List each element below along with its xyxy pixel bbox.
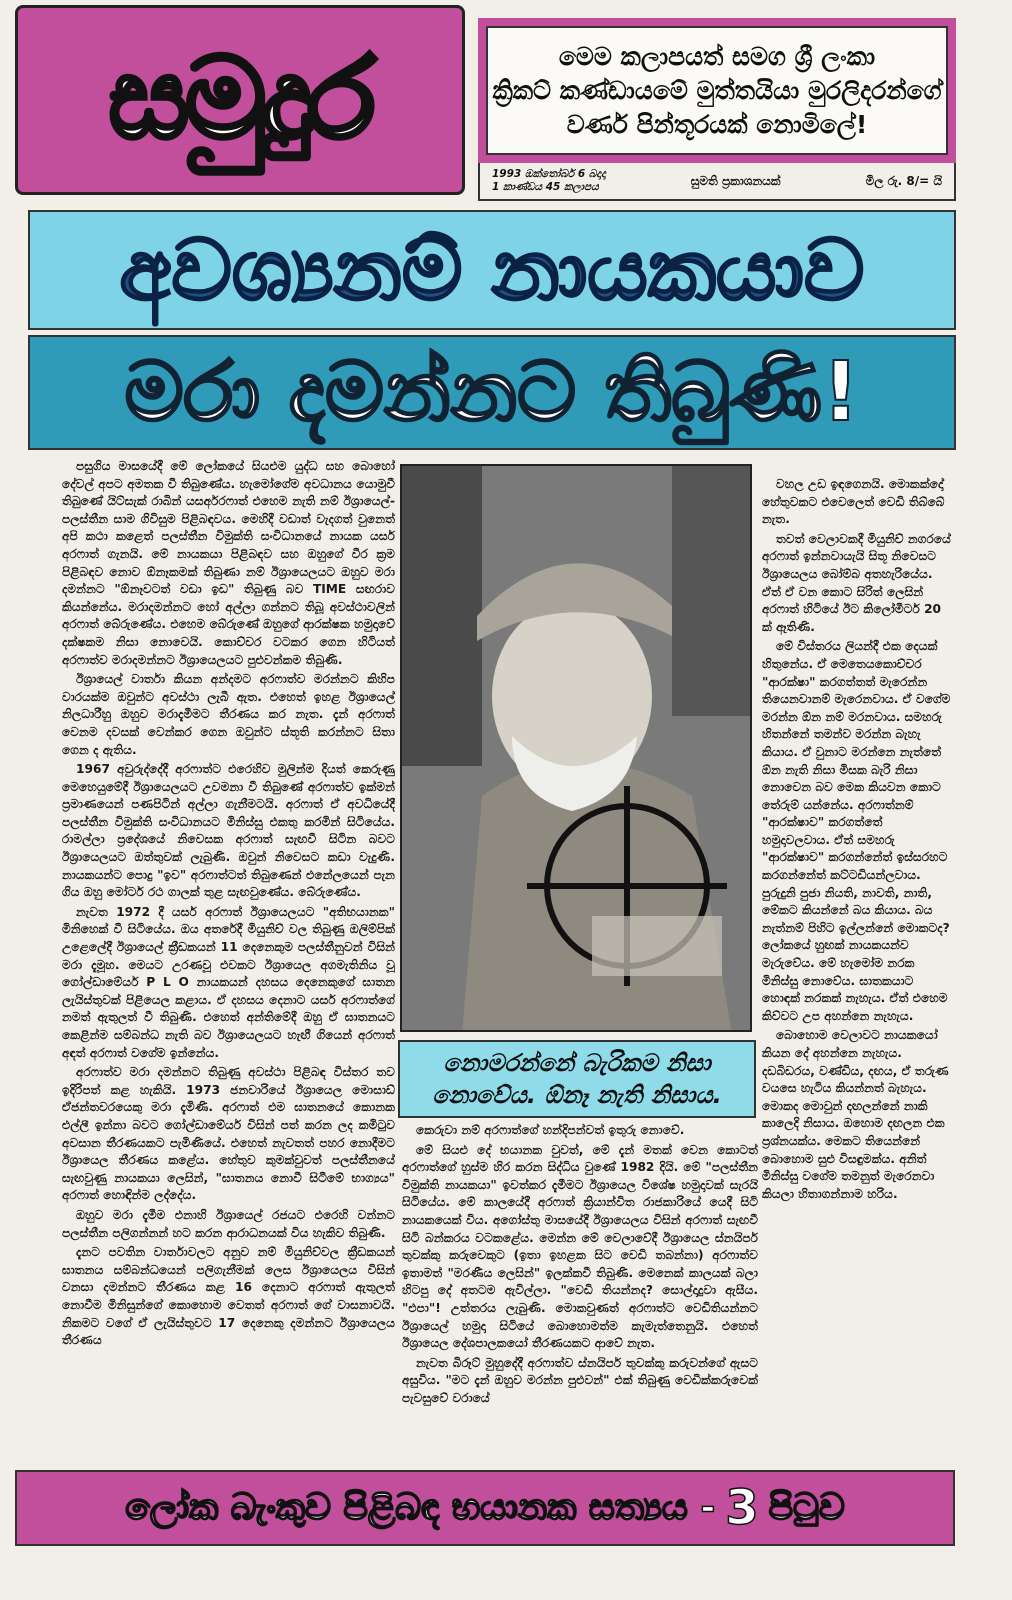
price: මිල රු. 8/= යි [865,173,942,188]
paragraph: තවත් වෙලාවකදී මියුනිච් නගරයේ අරෆාත් ඉන්නවායැයි සිතූ නිවෙසට ඊශ්‍රායෙලය බෝම්බ අතහැරියේය. ඒත් ඒ වන කොට සිරිත් ලෙසින් අරෆාත් හිටියේ ඊට කිලෝමීටර් 20 ක් ඈතිණි. [762,531,951,634]
paragraph: මේ සියළු දේ භයානක වුවත්, මේ දැන් මතක් වෙන කොටත් අරෆාත්ගේ හුස්ම හිර කරන සිද්ධිය වුණේ 1982 දියි. මේ "පලස්තීන විමුක්ති නායකයා" ඉවත්කර දැමීමට ඊශ්‍රායෙල විශේෂ හමුදාවක් සැරයි සිටියේය. මේ කාලයේදී අරෆාත් ක්‍රියාන්විත රාජකාරියේ යෙදී සිටි නායකයෙක් විය. අගෝස්තු මාසයේදී ඊශ්‍රායෙලය විසින් අරෆාත් සැඟවී සිටි බන්කරය වටකළේය. මෙන්න මේ වෙලාවේදී ඊශ්‍රායෙල ස්නයිපර් තුවක්කු කරුවෙකුට (ඉතා ඉහළක සිට වෙඩි තබන්නා) අරෆාත්ව ඉතාමත් "මරණීය ලෙසින්" ඉලක්කවී තිබුණි. මෙනෙක් කාලයක් බලා හිටපු දේ අතටම ඇවිල්ලා. "වෙඩි තියන්නද? සොල්දාදුවා ඇසීය. "එපා"! උත්තරය ලැබුණි. මොකවුණත් අරෆාත්ට වෙඩිතියන්නට ඊශ්‍රායෙල් හමුදා සිටියේ බොහොමත්ම කැමැත්තෙනුයි. එහෙත් ඊශ්‍රායෙල දේශපාලකයෝ තීරණයකට ආවේ නැත. [402,1142,758,1351]
arafat-photo [400,464,752,1032]
issue-date: 1993 ඔක්තෝබර් 6 බදාදා [492,168,606,180]
paragraph: ඊශ්‍රායෙල් වාර්තා කියන අන්දමට අරෆාත්ව මරන්නට කිහිප වාරයක්ම ඔවුන්ට අවස්ථා ලැබී ඇත. එහෙත් ඉහළ ඊශ්‍රායෙල් නිලධාරීහු ඔහුව මරාදැමීමට තීරණය කර නැත. දැන් අරෆාත් වෙනම දවසක් වෙන්කර ගෙන ඔවුන්ට ස්තූති කරන්නට සිතා ගෙන ද ඇතිය. [62,672,395,757]
paragraph: මේ විස්තරය ලියන්දී එක දෙයක් හිතුනේය. ඒ මෙතෙයකොච්චර "ආරක්ෂා" කරගත්තත් මැරෙන්න තියෙනවානම් මැරෙනවාය. ඒ වගේම මරන්න ඕන නම් මරනවාය. සමහරු හිතන්නේ තමන්ව මරන්න බැහැ කියාය. ඒ වුනාට මරන්නෙ නැත්තේ ඕන නැති නිසා මිසක බැරි නිසා නොවෙන බව මෙක කියවන කොට තේරුම් යන්නේය. අරෆාත්නම් "ආරක්ෂාව" කරගත්තේ හමුදාවලවාය. ඒත් සමහරු "ආරක්ෂාව" කරගන්නේත් ඉස්සරහට කරගන්නේත් කට්ටඩියන්ලවාය. පුරුදුනි පුජා නියති, නාවති, නාති, මේකට කියන්නේ බය කියාය. බය නැත්නම් පිහිට ඉල්ලන්නේ මොකටද? ලෝකයේ හුඟක් නායකයන්ව මැරුවේය. මේ හැමෝම නරක මිනිස්සු නොවේය. ඝාතකයාට හොඳක් නරකක් නැහැය. ඒත් එහෙම කිව්වට උප අහන්නෙ නැහැය. [762,639,951,1023]
paragraph: නැවත 1972 දී යසර් අරෆාත් ඊශ්‍රායෙලයට "අතිභයානක" මිනිහෙක් වී සිටියේය. ඔය අතරේදී මියුනිච් වල තිබුණු ඔලිම්පික් උළෙලේදී ඊශ්‍රායෙල් ක්‍රීඩකයන් 11 දෙනෙකුම පලස්තීනුවන් විසින් මරා දැමූහ. මෙයට උරණවූ එවකට ඊශ්‍රායෙල අගමැතිනිය වූ ගෝල්ඩාමේයර් P L O නායකයන් දහසය දෙනෙකුගේ ඝාතන ලැයිස්තුවක් පිළියෙල කළාය. ඒ දහසය දෙනාට යසර් අරෆාත්ගේ නමත් ඇතුලත් වී තිබුණි. එහෙත් අන්තිමේදී ඔහු ඒ ඝාතනයට කෙළින්ම සම්බන්ධ නැති බව ඊශ්‍රායෙලයට හැඟී ගියෙන් අරෆාත් අඳත් අරෆාත් වගේම ඉන්නේය. [62,904,395,1060]
article-column-1 [62,458,395,1466]
caption-line: නොමරන්නේ බැරිකම නිසා [443,1049,711,1077]
paragraph: බොහොම වෙලාවට නායකයෝ කියන දේ අහන්නෙ නැහැය. දඩබිඩරය, වණ්ඩිය, දඟය, ඒ තරුණ වයසෙ හැටිය කියන්නත් බැහැය. මොකද මොවුන් දඟලන්නේ නාකි කාලෙදි නිසාය. ඔහොම දඟලන එක ප්‍රශ්නයක්ය. මෙකට තියෙන්නේ බොහොම සුළු විසඳුමක්ය. අනිත් මිනිස්සු වගේම තමනුත් මැරෙනවා කියලා හිතාගන්නාම හරිය. [762,1028,949,1201]
paragraph: දැනට පවතින වාර්තාවලට අනුව නම් මියුනිච්වල ක්‍රීඩකයන් ඝාතනය සම්බන්ධයෙන් පලිගැනීමක් ලෙස ඊශ්‍රායෙලය විසින් වනසා දමන්නට තීරණය කළ 16 දෙනාට අරෆාත් ඇතුලත් නොවීම මිනිසුන්ගේ කොහොම වෙතත් අරෆාත් ගේ වාසනාවයි. නිකමට වගේ ඒ ලැයිස්තුවට 17 දෙනෙකු දමන්නට ඊශ්‍රායෙලය තීරණය [62,1245,395,1348]
article-column-3 [762,476,954,1466]
photo-caption [398,1040,756,1118]
publisher: සුමති ප්‍රකාශනයක් [690,173,781,188]
photo-illustration [402,466,752,1032]
paragraph: වහල උඩ ඉඳගෙනයි. මොකක්දෝ හේතුවකට එවෙලෙත් වෙඩි තිබ්බේ නැත. [762,477,945,527]
notice-box [486,26,948,155]
article-column-2 [402,1122,758,1466]
notice-line: ක්‍රිකට් කණ්ඩායමේ මුත්තයියා මුරලිදරන්ගේ [492,75,942,105]
teaser-page-number: 3 [725,1480,759,1536]
footer-teaser-banner [15,1470,955,1546]
notice-line: වර්ණ පින්තූරයක් නොමිලේ! [566,109,868,139]
paragraph: ඔහුව මරා දැමීම එනාහි ඊශ්‍රායෙල් රජයට එරෙහි වන්නට පලස්තීන පලිගන්නන් හට කරන ආරාධනයක් විය හැකිව තිබුණි. [62,1207,395,1240]
issue-date-block [492,168,606,194]
notice-line: මෙම කලාපයත් සමග ශ්‍රී ලංකා [558,41,876,71]
teaser-text: ලෝක බැංකුව පිළිබඳ භයානක සත්‍යය - [125,1487,716,1528]
newspaper-logo: සමුදුර [108,34,372,164]
paragraph: කෙරුවා නම් අරෆාත්ගේ හන්දිපන්වත් ඉතුරු නොවේ. [416,1123,685,1137]
free-poster-notice [478,18,956,163]
issue-number: 1 කාණ්ඩය 45 කලාපය [492,181,599,193]
paragraph: නැවත බිරූට් මුහුදේදී අරෆාත්ව ස්නයිපර් තුවක්කු කරුවන්ගේ ඇසට අසුවිය. "මට දැන් ඔහුව මරන්න පුළුවන්" එක් තිබුණු වෙඩික්කරුවෙක් පැවසුවේ වරායේ [402,1355,758,1405]
caption-line: නොවේය. ඕනෑ නැති නිසාය. [432,1081,722,1109]
teaser-page-label: පිටුව [768,1487,845,1528]
masthead [15,5,465,195]
headline-secondary: මරා දමන්නට තිබුණි! [28,335,956,450]
paragraph: 1967 අවුරුද්දේදී අරෆාත්ට එරෙහිව මුලින්ම දියත් කෙරුණු මෙහෙයුමේදී ඊශ්‍රායෙලයට උවමනා වී තිබුණේ අරෆාත්ව ඉක්මන් ප්‍රමාණයෙන් පණපිටින් අල්ලා ගැනීමටයි. අරෆාත් ඒ අවධියේදී පලස්තීන විමුක්ති සංවිධානයට මිනිස්සු එකතු කරමින් සිටියේය. රාමල්ලා ප්‍රදේශයේ නිවෙසක අරෆාත් සැඟවී සිටින බවට ඊශ්‍රායෙලයට ඔත්තුවක් ලැබුණි. ඔවුන් නිවෙසට කඩා වැදුණි. නායකයන්ට පොදු "ඉව" අරෆාත්ටත් තිබුණෙන් එනේලයෙන් පැන ගිය ඔහු මෝටර් රථ ගාලක් තුළ සැඟවුණේය. බේරුණේය. [62,762,395,900]
issue-info-bar [478,163,956,201]
paragraph: පසුගිය මාසයේදී මේ ලෝකයේ සියළුම යුද්ධ සහ බොහෝ දේවල් අපට අමතක වී තිබුණේය. හැමෝගේම අවධානය යොමුවී තිබුණේ යිට්සැක් රාබින් යසර්අරෆාත් එහෙම නැති නම් ඊශ්‍රායෙල්-පලස්තීන සාම ගිවිසුම පිළිබඳවය. මෙහිදී වඩාත් වැදගත් වුනෙත් අපි කථා කළෙත් පලස්තීන විමුක්ති සංවිධානයේ නායක යසර් අරෆාත් ගැනයි. මේ නායකයා පිළිබඳව සහ ඔහුගේ වීර ක්‍රම පිළිබඳව නොව ඕනෑකමක් තිබුණා නම් ඊශ්‍රායෙලයට ඔහුව මරා දමන්නට "ඕනෑවටත් වඩා ඉඩ" තිබුණු බව TIME සඟරාව කියන්නේය. මරාදමන්නට හෝ අල්ලා ගන්නට තිබූ අවස්ථාවලින් අරෆාත් බේරුණේය. එහෙම බේරුණේ ඔහුගේ ආරක්ෂක හමුදාවේ දක්ෂකම නිසා නොවෙයි. කොච්චර වටකර ගෙන හිටියත් අරෆාත්ව මරාදමන්නට ඊශ්‍රායෙලයට පුළුවන්කම තිබුණි. [62,459,395,667]
headline-primary: අවශ්‍යනම් නායකයාව [28,210,956,330]
paragraph: අරෆාත්ව මරා දමන්නට තිබුණු අවස්ථා පිළිබඳ විස්තර තව ඉදිරිපත් කළ හැකියි. 1973 ජනවාරියේ ඊශ්‍රායෙල මොසාඩ් ඒජන්තවරයෙකු මරා දැමිණි. අරෆාත් එම ඝාතනයේ කොනක එල්ලී ඉන්නා බවට ගෝල්ඩාමේයර් විසින් පත් කරන ලද කමිටුව අවසාන තීරණයකට පැමිණියේ. එහෙත් නැවතත් පහර නොදීමට ඊශ්‍රායෙල තීරණය කළේය. හේතුව කුමක්වුවත් පලස්තීනයේ සැඟවුණු නායකයා ලෙසින්, "ඝාතනය නොවී සිටීමේ භාග්‍යය" අරෆාත් හොඳින්ම ලද්දේය. [62,1065,395,1203]
